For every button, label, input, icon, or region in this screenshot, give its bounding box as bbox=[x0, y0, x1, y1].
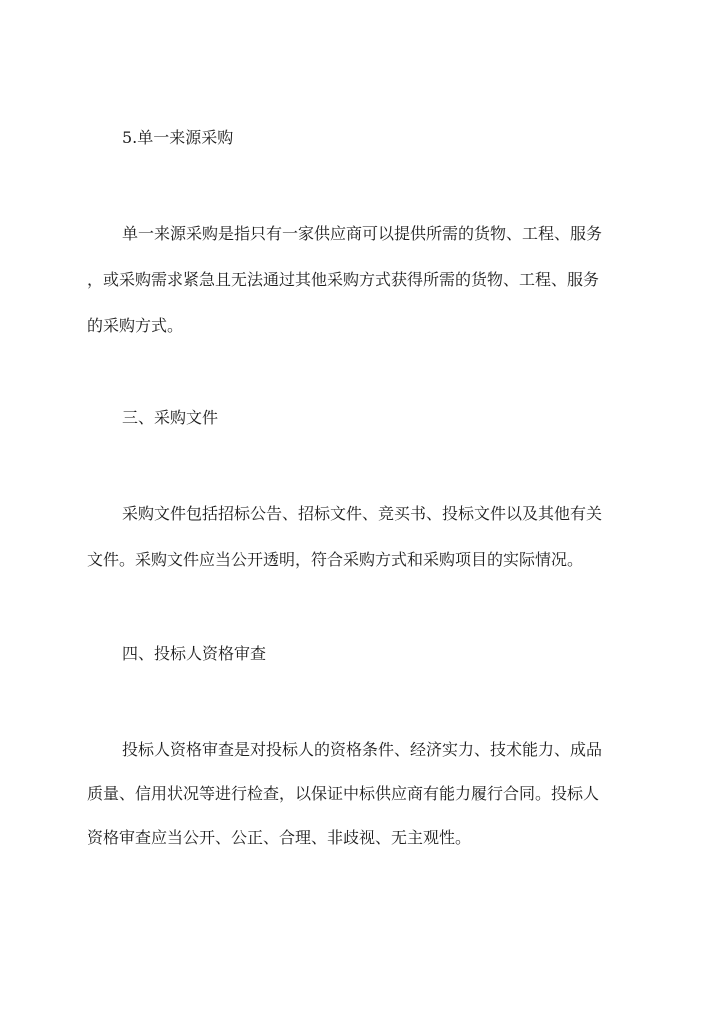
paragraph-line: 质量、信用状况等进行检查，以保证中标供应商有能力履行合同。投标人 bbox=[87, 784, 600, 803]
paragraph-line: 单一来源采购是指只有一家供应商可以提供所需的货物、工程、服务 bbox=[122, 224, 603, 243]
paragraph-line: 采购文件包括招标公告、招标文件、竞买书、投标文件以及其他有关 bbox=[122, 504, 603, 523]
paragraph-line: 资格审查应当公开、公正、合理、非歧视、无主观性。 bbox=[87, 828, 472, 847]
paragraph-line: ，或采购需求紧急且无法通过其他采购方式获得所需的货物、工程、服务 bbox=[87, 270, 600, 289]
section-heading-bidder-qualification: 四、投标人资格审查 bbox=[122, 644, 267, 663]
section-heading-single-source: 5.单一来源采购 bbox=[122, 128, 234, 147]
section-heading-procurement-documents: 三、采购文件 bbox=[122, 408, 219, 427]
paragraph-line: 投标人资格审查是对投标人的资格条件、经济实力、技术能力、成品 bbox=[122, 740, 603, 759]
paragraph-line: 的采购方式。 bbox=[87, 316, 184, 335]
paragraph-line: 文件。采购文件应当公开透明，符合采购方式和采购项目的实际情况。 bbox=[87, 550, 584, 569]
